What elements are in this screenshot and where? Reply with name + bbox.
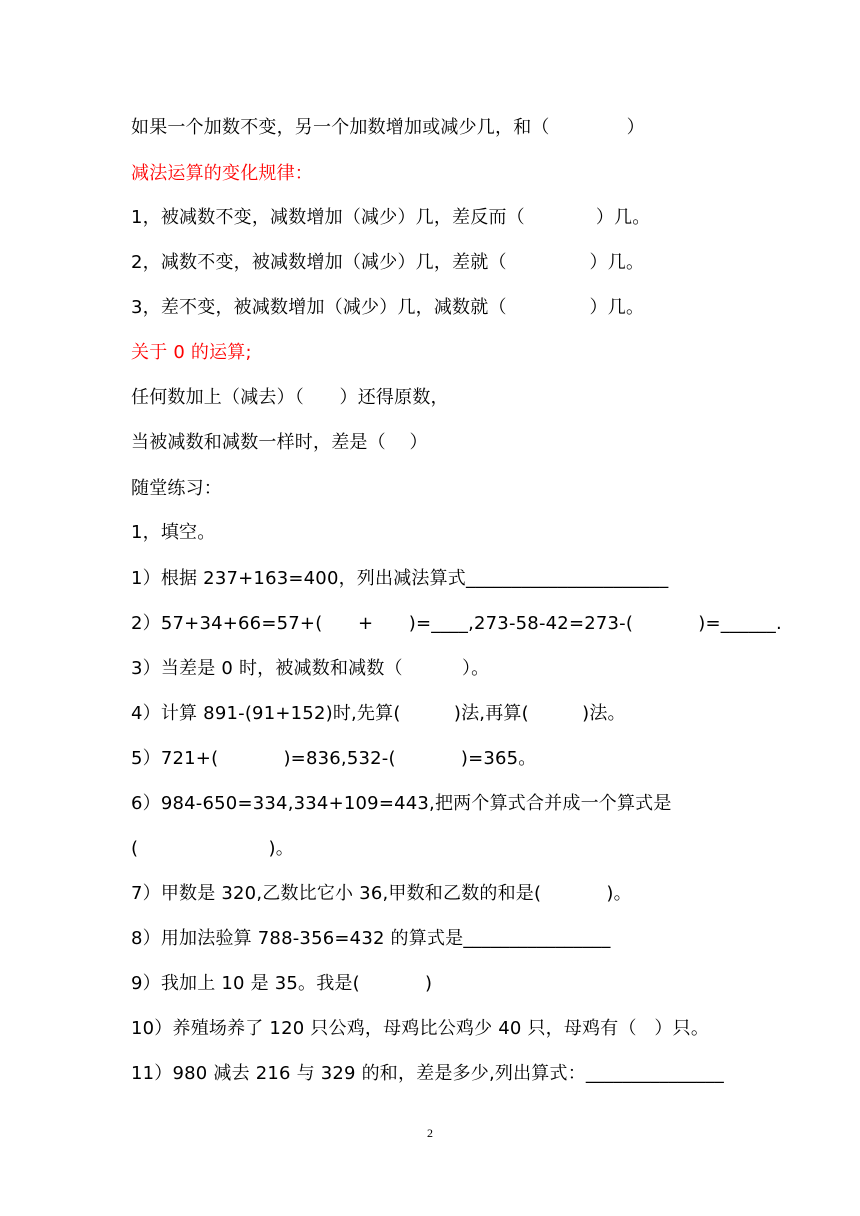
question-2: 2）57+34+66=57+( + )=____,273-58-42=273-( )=______. xyxy=(131,613,782,634)
question-3: 3）当差是 0 时，被减数和减数（ ）。 xyxy=(131,658,490,679)
question-9: 9）我加上 10 是 35。我是( ) xyxy=(131,973,433,994)
question-6: 6）984-650=334,334+109=443,把两个算式合并成一个算式是 xyxy=(131,793,672,814)
text-line-fill-blank: 1，填空。 xyxy=(131,522,216,543)
heading-zero-operations: 关于 0 的运算; xyxy=(131,342,252,363)
text-line-zero-add: 任何数加上（减去）（ ）还得原数， xyxy=(131,387,449,408)
text-line-sum-rule: 如果一个加数不变，另一个加数增加或减少几，和（ ） xyxy=(131,117,645,138)
question-8: 8）用加法验算 788-356=432 的算式是________________ xyxy=(131,928,611,949)
text-line-rule-2: 2，减数不变，被减数增加（减少）几，差就（ ）几。 xyxy=(131,252,645,273)
text-line-rule-3: 3，差不变，被减数增加（减少）几，减数就（ ）几。 xyxy=(131,297,645,318)
heading-practice: 随堂练习： xyxy=(131,478,222,499)
page-number: 2 xyxy=(427,1126,433,1140)
question-4: 4）计算 891-(91+152)时,先算( )法,再算( )法。 xyxy=(131,703,626,724)
question-5: 5）721+( )=836,532-( )=365。 xyxy=(131,748,537,769)
question-6-blank: ( )。 xyxy=(131,838,294,859)
question-1: 1）根据 237+163=400，列出减法算式______________________ xyxy=(131,568,669,589)
question-7: 7）甲数是 320,乙数比它小 36,甲数和乙数的和是( )。 xyxy=(131,883,632,904)
heading-subtraction-rules: 减法运算的变化规律： xyxy=(131,163,313,184)
text-line-rule-1: 1，被减数不变，减数增加（减少）几，差反而（ ）几。 xyxy=(131,207,651,228)
question-10: 10）养殖场养了 120 只公鸡，母鸡比公鸡少 40 只，母鸡有（ ）只。 xyxy=(131,1018,710,1039)
text-line-zero-diff: 当被减数和减数一样时，差是（ ） xyxy=(131,432,428,453)
question-11: 11）980 减去 216 与 329 的和，差是多少,列出算式：_______________ xyxy=(131,1063,724,1084)
